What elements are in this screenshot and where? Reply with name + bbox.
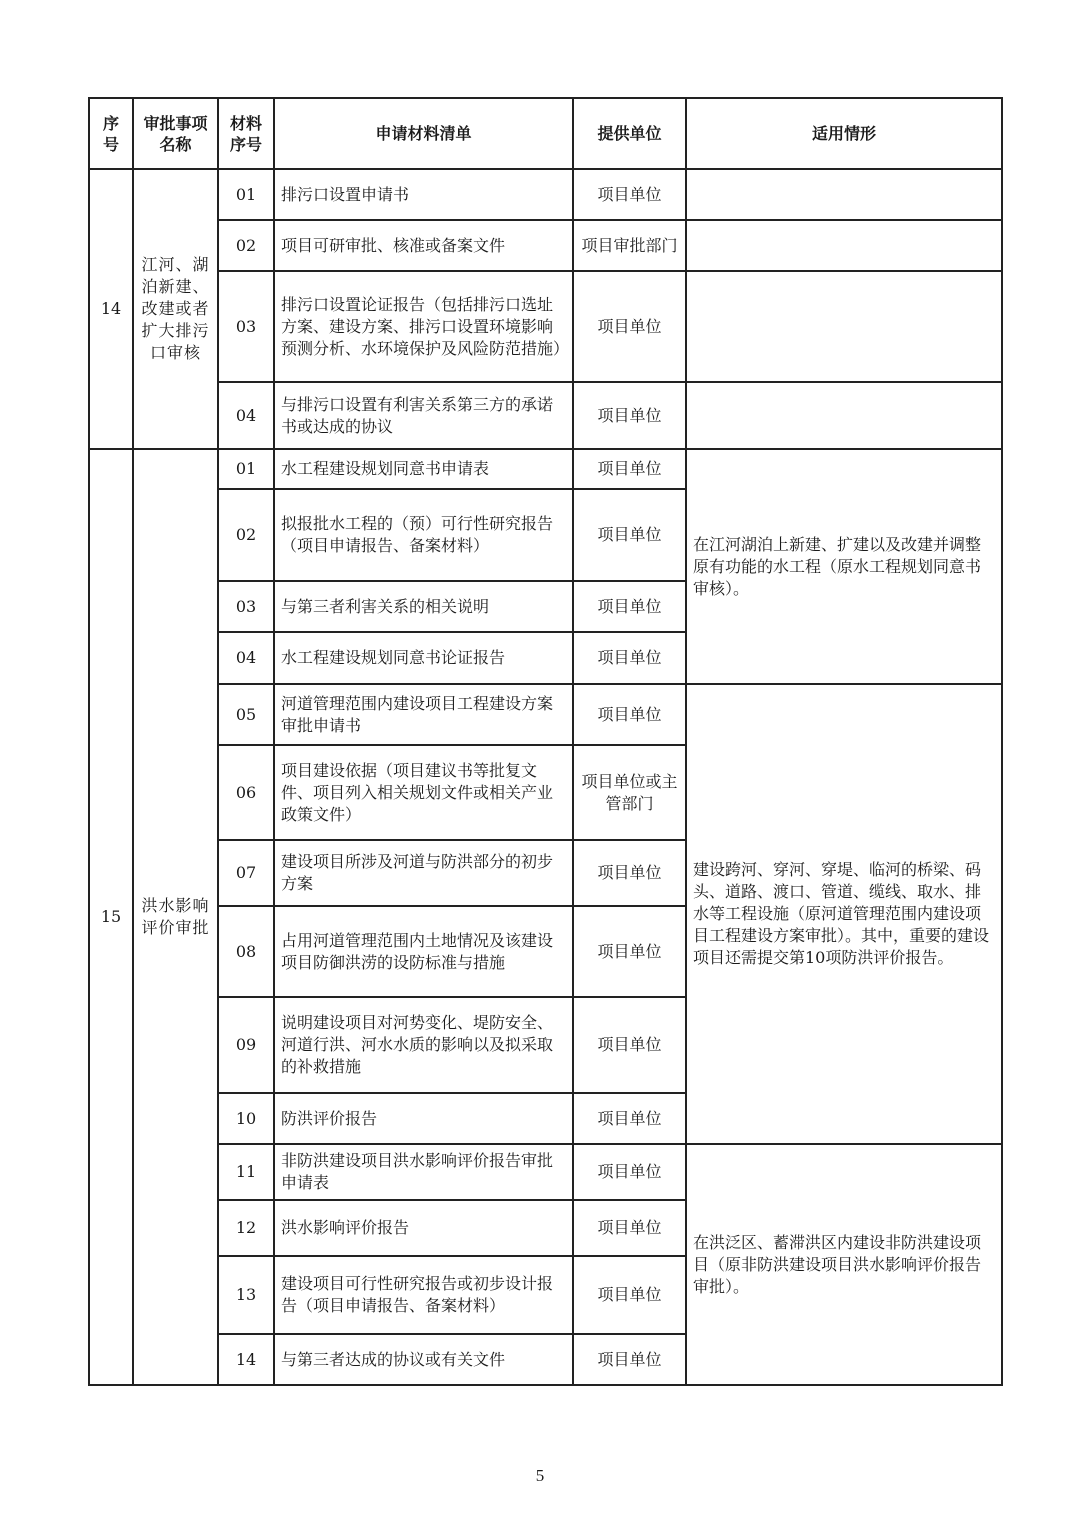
mat-no: 02 [218,220,274,271]
scenario-empty [686,220,1002,271]
header-seq: 序号 [89,98,133,169]
provider: 项目单位 [573,271,686,382]
mat-no: 03 [218,271,274,382]
material: 与排污口设置有利害关系第三方的承诺书或达成的协议 [274,382,573,449]
table-row [89,220,1002,271]
table-row [89,449,1002,489]
group-name: 洪水影响评价审批 [133,449,218,1385]
provider: 项目单位 [573,997,686,1093]
mat-no: 09 [218,997,274,1093]
table-row [89,169,1002,220]
materials-table [88,97,1003,1386]
material: 占用河道管理范围内土地情况及该建设项目防御洪涝的设防标准与措施 [274,906,573,997]
material: 建设项目所涉及河道与防洪部分的初步方案 [274,840,573,906]
mat-no: 02 [218,489,274,581]
table-row [89,382,1002,449]
header-scenario: 适用情形 [686,98,1002,169]
mat-no: 13 [218,1256,274,1334]
material: 河道管理范围内建设项目工程建设方案审批申请书 [274,684,573,745]
table-row [89,1144,1002,1200]
provider: 项目单位 [573,840,686,906]
header-material-list: 申请材料清单 [274,98,573,169]
mat-no: 10 [218,1093,274,1144]
header-mat-seq: 材料序号 [218,98,274,169]
header-provider: 提供单位 [573,98,686,169]
mat-no: 05 [218,684,274,745]
material: 拟报批水工程的（预）可行性研究报告（项目申请报告、备案材料） [274,489,573,581]
provider: 项目单位 [573,684,686,745]
provider: 项目单位 [573,1200,686,1256]
mat-no: 11 [218,1144,274,1200]
group-seq: 14 [89,169,133,449]
material: 项目建设依据（项目建议书等批复文件、项目列入相关规划文件或相关产业政策文件） [274,745,573,840]
mat-no: 08 [218,906,274,997]
material: 非防洪建设项目洪水影响评价报告审批申请表 [274,1144,573,1200]
scenario-empty [686,169,1002,220]
provider: 项目单位 [573,906,686,997]
mat-no: 04 [218,382,274,449]
material: 排污口设置申请书 [274,169,573,220]
mat-no: 04 [218,632,274,684]
table-row [89,271,1002,382]
mat-no: 14 [218,1334,274,1385]
scenario: 在洪泛区、蓄滞洪区内建设非防洪建设项目（原非防洪建设项目洪水影响评价报告审批）。 [686,1144,1002,1385]
mat-no: 06 [218,745,274,840]
material: 与第三者达成的协议或有关文件 [274,1334,573,1385]
provider: 项目单位 [573,1093,686,1144]
provider: 项目单位 [573,1256,686,1334]
table-row [89,684,1002,745]
material: 建设项目可行性研究报告或初步设计报告（项目申请报告、备案材料） [274,1256,573,1334]
mat-no: 01 [218,169,274,220]
page-number: 5 [535,1466,545,1485]
provider: 项目单位 [573,382,686,449]
scenario: 建设跨河、穿河、穿堤、临河的桥梁、码头、道路、渡口、管道、缆线、取水、排水等工程设施（原河道管理范围内建设项目工程建设方案审批）。其中，重要的建设项目还需提交第10项防洪评价报告。 [686,684,1002,1144]
mat-no: 01 [218,449,274,489]
provider: 项目单位 [573,1144,686,1200]
provider: 项目单位 [573,449,686,489]
header-item-name: 审批事项名称 [133,98,218,169]
scenario-empty [686,271,1002,382]
material: 水工程建设规划同意书论证报告 [274,632,573,684]
material: 与第三者利害关系的相关说明 [274,581,573,632]
provider: 项目单位或主管部门 [573,745,686,840]
header-row [89,98,1002,169]
mat-no: 12 [218,1200,274,1256]
material: 水工程建设规划同意书申请表 [274,449,573,489]
scenario: 在江河湖泊上新建、扩建以及改建并调整原有功能的水工程（原水工程规划同意书审核）。 [686,449,1002,684]
provider: 项目单位 [573,489,686,581]
mat-no: 03 [218,581,274,632]
material: 项目可研审批、核准或备案文件 [274,220,573,271]
scenario-empty [686,382,1002,449]
group-seq: 15 [89,449,133,1385]
provider: 项目单位 [573,1334,686,1385]
mat-no: 07 [218,840,274,906]
material: 洪水影响评价报告 [274,1200,573,1256]
material: 防洪评价报告 [274,1093,573,1144]
provider: 项目单位 [573,169,686,220]
provider: 项目单位 [573,632,686,684]
group-name: 江河、湖泊新建、改建或者扩大排污口审核 [133,169,218,449]
material: 说明建设项目对河势变化、堤防安全、河道行洪、河水水质的影响以及拟采取的补救措施 [274,997,573,1093]
material: 排污口设置论证报告（包括排污口选址方案、建设方案、排污口设置环境影响预测分析、水环境保护及风险防范措施） [274,271,573,382]
provider: 项目审批部门 [573,220,686,271]
provider: 项目单位 [573,581,686,632]
